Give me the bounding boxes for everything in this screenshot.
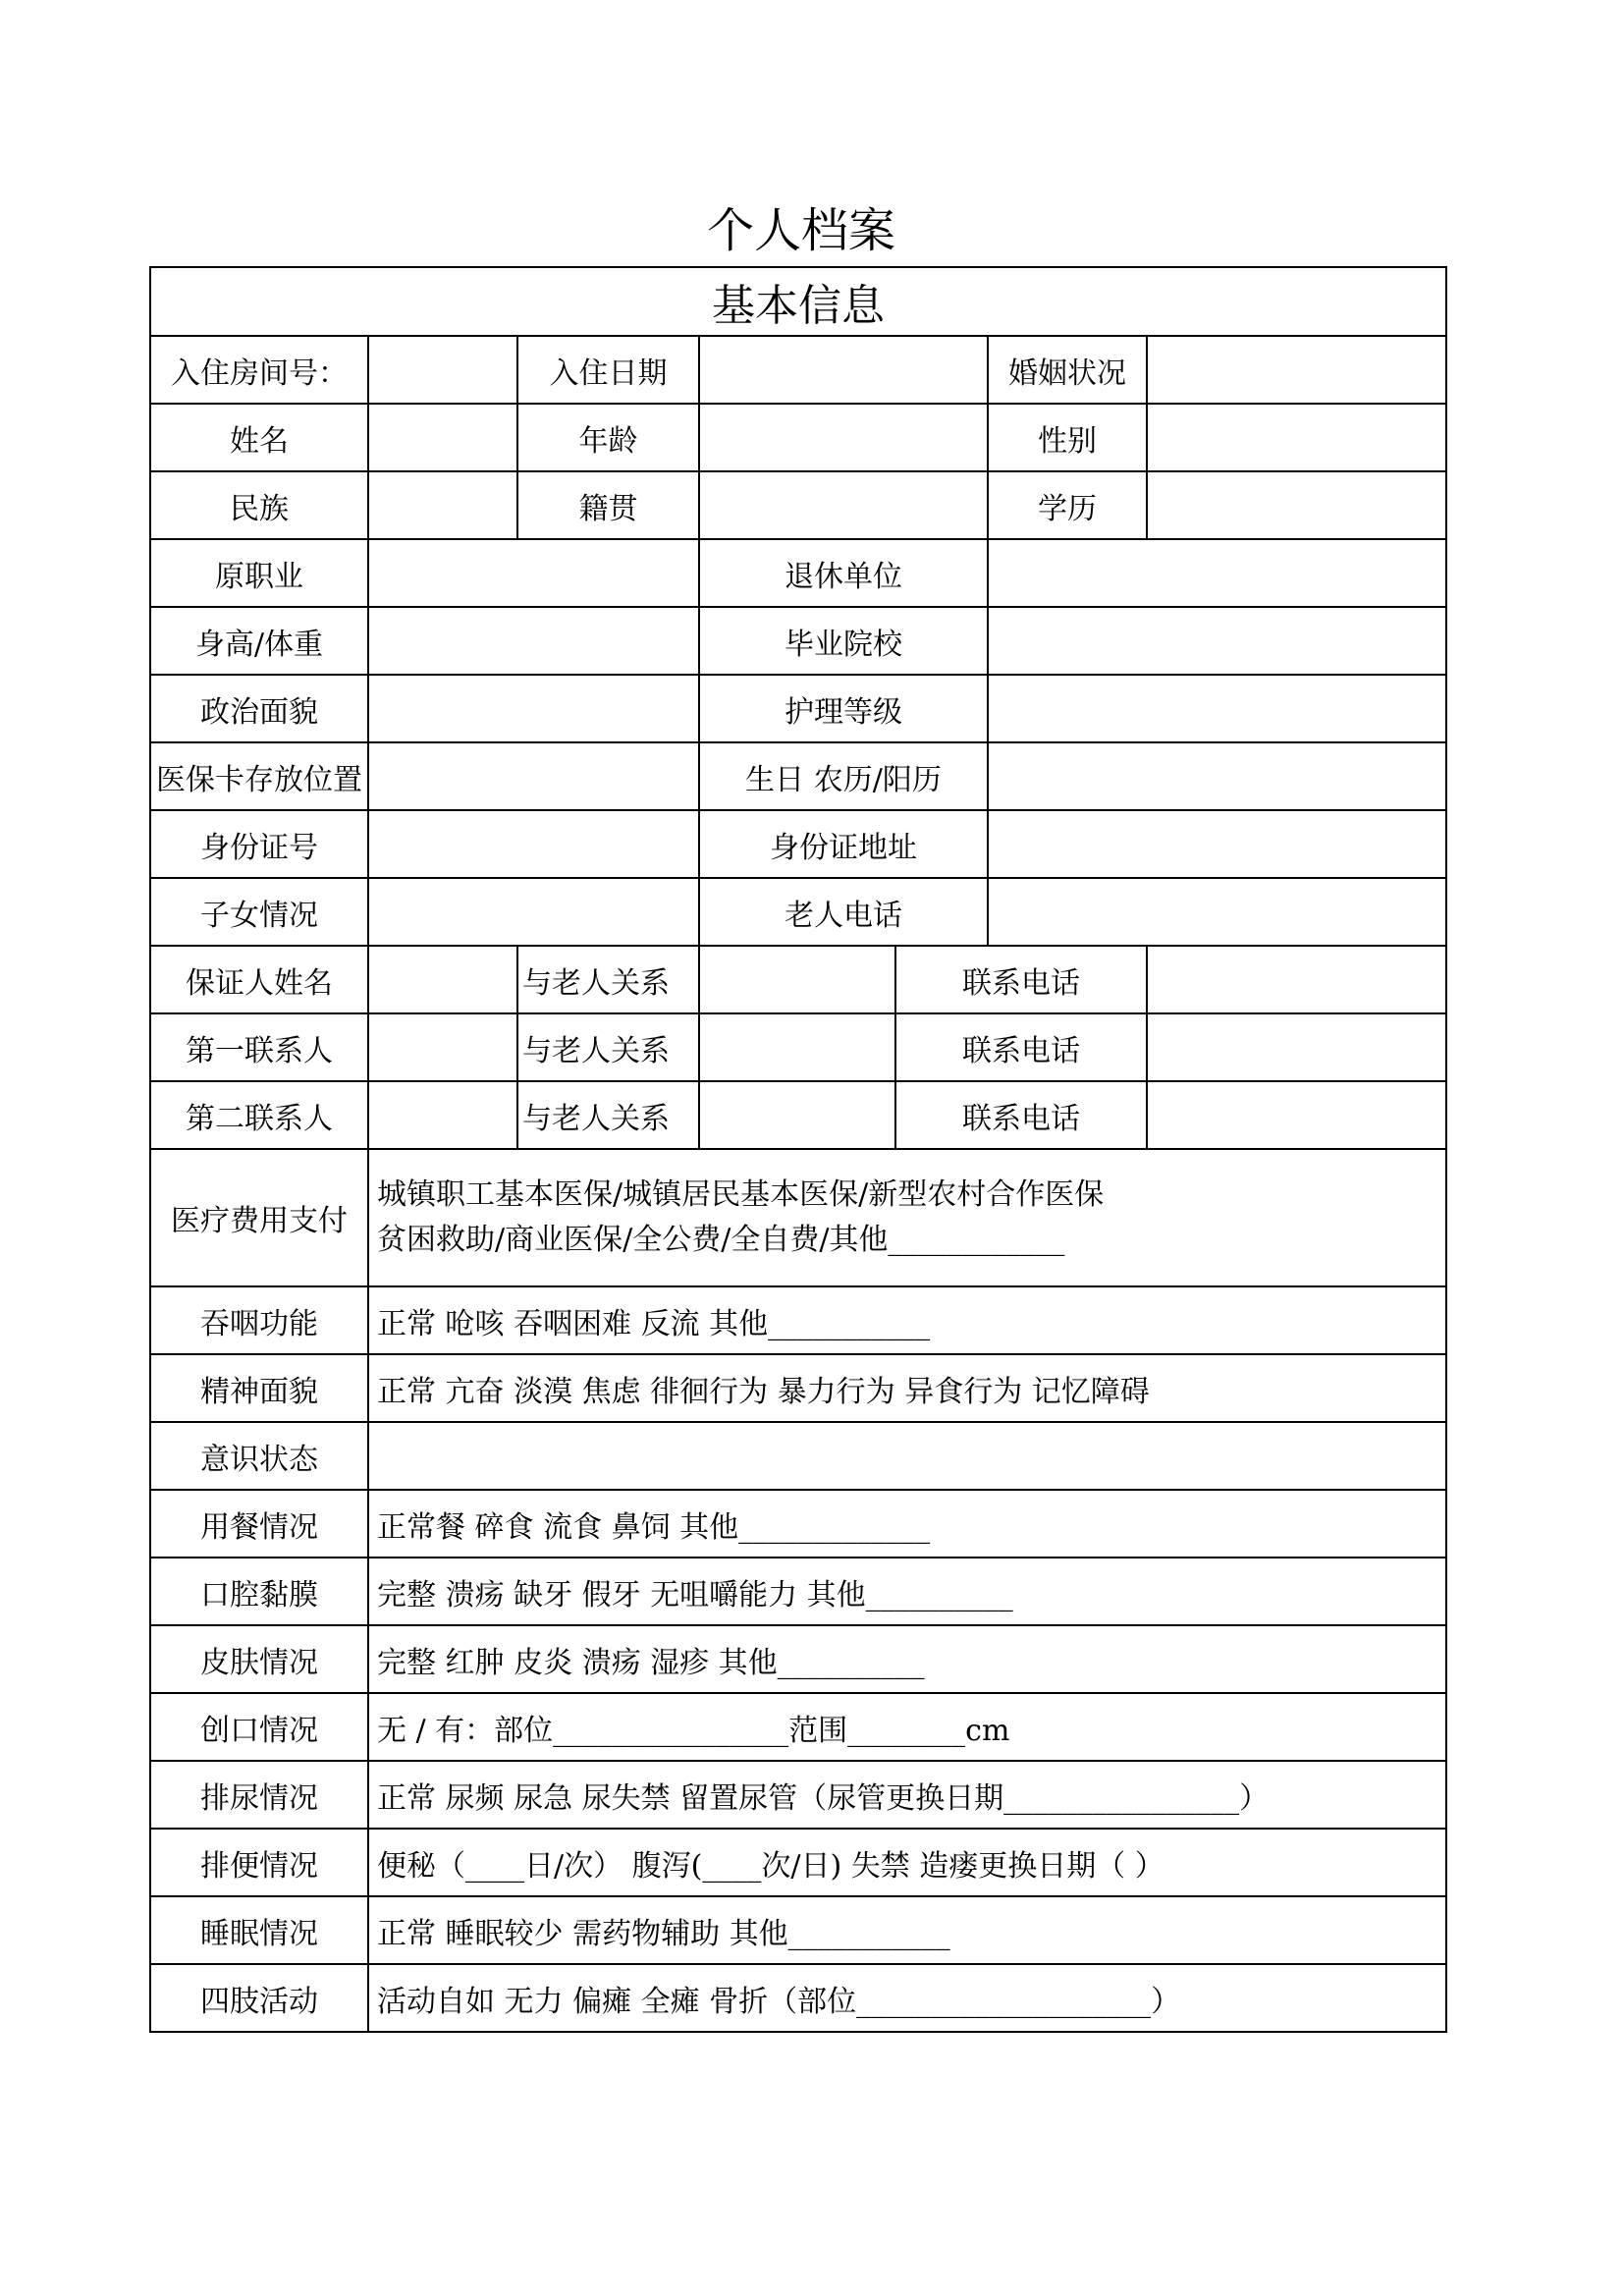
contact-label: 保证人姓名 [150, 946, 368, 1013]
document-title: 个人档案 [706, 203, 895, 258]
option-choices[interactable]: 正常 睡眠较少 需药物辅助 其他___________ [368, 1896, 1446, 1964]
room-number-field[interactable] [368, 336, 517, 404]
medical-payment-label: 医疗费用支付 [150, 1149, 368, 1286]
relation-label: 与老人关系 [517, 1013, 699, 1081]
table-row [150, 1149, 1446, 1286]
option-label: 睡眠情况 [150, 1896, 368, 1964]
name-label: 姓名 [150, 404, 368, 471]
info-left-field[interactable] [368, 539, 699, 607]
option-choices[interactable]: 便秘（____日/次） 腹泻(____次/日) 失禁 造瘘更换日期（ ） [368, 1829, 1446, 1896]
phone-field[interactable] [1147, 1081, 1446, 1149]
relation-field[interactable] [699, 946, 895, 1013]
gender-field[interactable] [1147, 404, 1446, 471]
info-right-label: 退休单位 [699, 539, 988, 607]
contact-name-field[interactable] [368, 1081, 517, 1149]
table-row [150, 539, 1446, 607]
native-place-label: 籍贯 [517, 471, 699, 539]
medical-payment-line-2: 贫困救助/商业医保/全公费/全自费/其他____________ [377, 1223, 1065, 1257]
table-row [150, 1964, 1446, 2032]
contact-label: 第二联系人 [150, 1081, 368, 1149]
option-choices[interactable]: 正常 尿频 尿急 尿失禁 留置尿管（尿管更换日期________________） [368, 1761, 1446, 1829]
option-choices[interactable]: 正常餐 碎食 流食 鼻饲 其他_____________ [368, 1490, 1446, 1558]
table-row [150, 1081, 1446, 1149]
info-left-field[interactable] [368, 878, 699, 946]
info-right-field[interactable] [988, 878, 1446, 946]
info-left-label: 身高/体重 [150, 607, 368, 675]
section-title: 基本信息 [150, 267, 1446, 336]
table-row [150, 471, 1446, 539]
table-row [150, 1013, 1446, 1081]
table-row [150, 1896, 1446, 1964]
phone-field[interactable] [1147, 946, 1446, 1013]
info-left-label: 身份证号 [150, 810, 368, 878]
info-left-label: 医保卡存放位置 [150, 742, 368, 810]
table-row [150, 742, 1446, 810]
relation-field[interactable] [699, 1013, 895, 1081]
table-row [150, 1286, 1446, 1354]
option-label: 排便情况 [150, 1829, 368, 1896]
info-left-field[interactable] [368, 607, 699, 675]
marital-status-field[interactable] [1147, 336, 1446, 404]
checkin-date-label: 入住日期 [517, 336, 699, 404]
option-label: 精神面貌 [150, 1354, 368, 1422]
medical-payment-line-1: 城镇职工基本医保/城镇居民基本医保/新型农村合作医保 [377, 1177, 1105, 1212]
table-row [150, 946, 1446, 1013]
native-place-field[interactable] [699, 471, 988, 539]
option-label: 创口情况 [150, 1693, 368, 1761]
option-label: 吞咽功能 [150, 1286, 368, 1354]
room-number-label: 入住房间号： [150, 336, 368, 404]
contact-name-field[interactable] [368, 946, 517, 1013]
table-row [150, 1761, 1446, 1829]
table-row [150, 675, 1446, 742]
option-label: 用餐情况 [150, 1490, 368, 1558]
option-choices[interactable]: 完整 溃疡 缺牙 假牙 无咀嚼能力 其他__________ [368, 1558, 1446, 1625]
education-field[interactable] [1147, 471, 1446, 539]
info-left-label: 政治面貌 [150, 675, 368, 742]
ethnicity-field[interactable] [368, 471, 517, 539]
medical-payment-options[interactable] [368, 1149, 1446, 1286]
table-row [150, 607, 1446, 675]
phone-label: 联系电话 [895, 946, 1147, 1013]
option-label: 口腔黏膜 [150, 1558, 368, 1625]
phone-label: 联系电话 [895, 1081, 1147, 1149]
info-right-field[interactable] [988, 539, 1446, 607]
info-right-field[interactable] [988, 810, 1446, 878]
info-right-label: 毕业院校 [699, 607, 988, 675]
table-row [150, 1829, 1446, 1896]
table-row [150, 878, 1446, 946]
table-row [150, 1422, 1446, 1490]
option-label: 皮肤情况 [150, 1625, 368, 1693]
ethnicity-label: 民族 [150, 471, 368, 539]
phone-label: 联系电话 [895, 1013, 1147, 1081]
table-row [150, 1354, 1446, 1422]
option-choices[interactable]: 活动自如 无力 偏瘫 全瘫 骨折（部位____________________） [368, 1964, 1446, 2032]
phone-field[interactable] [1147, 1013, 1446, 1081]
info-left-field[interactable] [368, 742, 699, 810]
option-choices[interactable]: 正常 亢奋 淡漠 焦虑 徘徊行为 暴力行为 异食行为 记忆障碍 [368, 1354, 1446, 1422]
checkin-date-field[interactable] [699, 336, 988, 404]
option-label: 四肢活动 [150, 1964, 368, 2032]
info-right-field[interactable] [988, 607, 1446, 675]
table-row [150, 1558, 1446, 1625]
info-left-label: 子女情况 [150, 878, 368, 946]
marital-status-label: 婚姻状况 [988, 336, 1147, 404]
info-right-field[interactable] [988, 742, 1446, 810]
name-field[interactable] [368, 404, 517, 471]
info-left-label: 原职业 [150, 539, 368, 607]
table-row [150, 1625, 1446, 1693]
info-right-label: 老人电话 [699, 878, 988, 946]
option-choices[interactable] [368, 1422, 1446, 1490]
info-left-field[interactable] [368, 675, 699, 742]
relation-label: 与老人关系 [517, 1081, 699, 1149]
info-right-field[interactable] [988, 675, 1446, 742]
info-right-label: 身份证地址 [699, 810, 988, 878]
contact-label: 第一联系人 [150, 1013, 368, 1081]
relation-label: 与老人关系 [517, 946, 699, 1013]
option-choices[interactable]: 正常 呛咳 吞咽困难 反流 其他___________ [368, 1286, 1446, 1354]
personal-record-form [149, 266, 1447, 2033]
info-left-field[interactable] [368, 810, 699, 878]
table-row [150, 404, 1446, 471]
gender-label: 性别 [988, 404, 1147, 471]
info-right-label: 护理等级 [699, 675, 988, 742]
age-label: 年龄 [517, 404, 699, 471]
table-row [150, 1693, 1446, 1761]
age-field[interactable] [699, 404, 988, 471]
option-choices[interactable]: 无 / 有：部位________________范围________cm [368, 1693, 1446, 1761]
option-label: 排尿情况 [150, 1761, 368, 1829]
option-label: 意识状态 [150, 1422, 368, 1490]
contact-name-field[interactable] [368, 1013, 517, 1081]
table-row [150, 336, 1446, 404]
education-label: 学历 [988, 471, 1147, 539]
option-choices[interactable]: 完整 红肿 皮炎 溃疡 湿疹 其他__________ [368, 1625, 1446, 1693]
table-row [150, 810, 1446, 878]
table-row [150, 1490, 1446, 1558]
relation-field[interactable] [699, 1081, 895, 1149]
info-right-label: 生日 农历/阳历 [699, 742, 988, 810]
